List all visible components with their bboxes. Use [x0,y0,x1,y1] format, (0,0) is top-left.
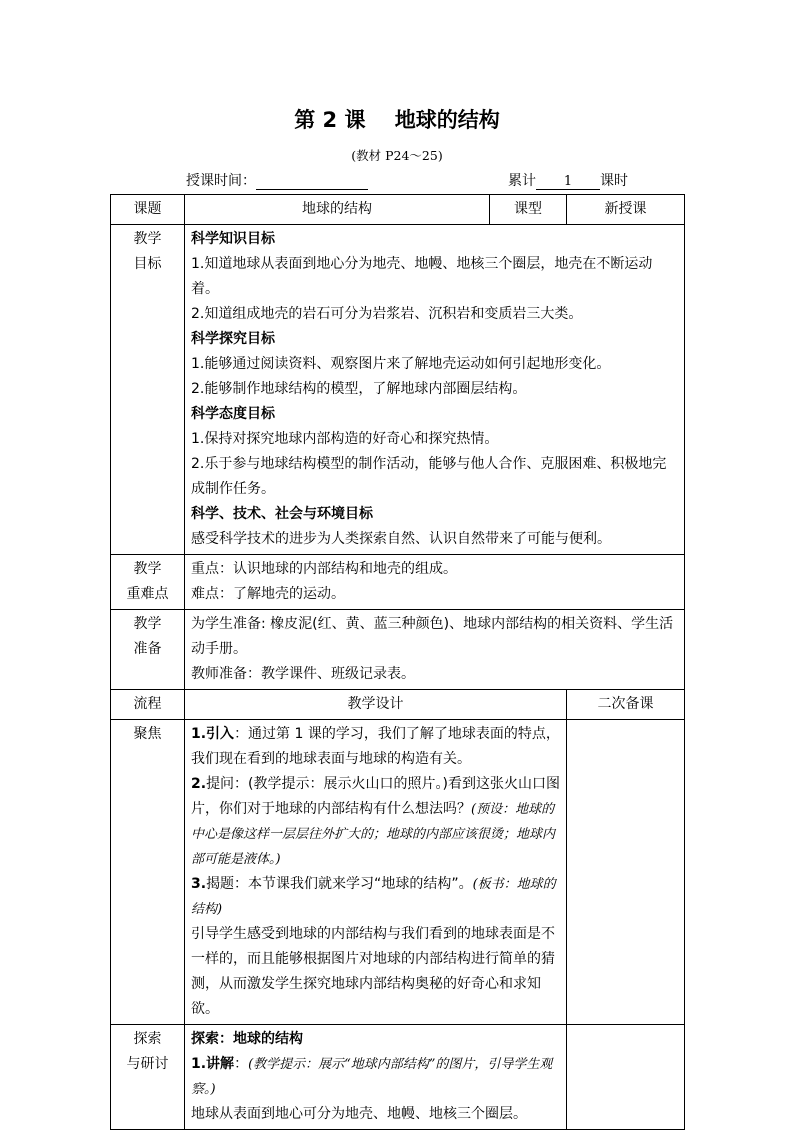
explore-second-prep [567,1025,685,1130]
topic-label: 课题 [111,195,185,225]
key-points-row [111,555,685,610]
preparation-row [111,610,685,690]
difficult-point: 难点：了解地壳的运动。 [191,586,345,602]
preparation-label-line1: 教学 [133,616,162,632]
focus-intro [191,722,560,772]
focus-question [191,772,560,872]
focus-intro-head: 1.引入 [191,726,235,742]
focus-reveal-text: 揭题：本节课我们就来学习“地球的结构”。 [206,876,473,892]
focus-row [111,720,685,1025]
key-points-label-line1: 教学 [133,561,162,577]
teacher-preparation: 教师准备：教学课件、班级记录表。 [191,666,415,682]
period-count-label: 累计 [508,173,536,189]
explore-label [111,1025,185,1130]
process-header-row [111,690,685,720]
goals-row [111,225,685,555]
lesson-title: 第 2 课 地球的结构 [294,108,500,132]
focus-label: 聚焦 [111,720,185,1025]
explore-explain-head: 1.讲解 [191,1056,235,1072]
preparation-content [185,610,685,690]
goals-label-line1: 教学 [133,231,162,247]
explore-explain [191,1052,560,1102]
key-point: 重点：认识地球的内部结构和地壳的组成。 [191,561,457,577]
explore-explain-colon: ： [234,1056,249,1072]
focus-reveal-head: 3. [191,876,207,892]
key-points-label [111,555,185,610]
goals-label-line2: 目标 [133,256,162,272]
key-points-content [185,555,685,610]
goal-heading: 科学知识目标 [191,231,275,247]
focus-summary: 引导学生感受到地球的内部结构与我们看到的地球表面是不一样的，而且能够根据图片对地球的内部结构进行简单的猜测，从而激发学生探究地球内部结构奥秘的好奇心和求知欲。 [191,926,555,1017]
goal-item: 感受科学技术的进步为人类探索自然、认识自然带来了可能与便利。 [191,531,611,547]
design-label: 教学设计 [185,690,567,720]
textbook-pages: (教材 P24～25) [351,148,443,163]
focus-reveal-note: (板书：地球的结构) [191,877,556,917]
preparation-label [111,610,185,690]
goals-label [111,225,185,555]
goal-heading: 科学态度目标 [191,406,275,422]
key-points-label-line2: 重难点 [126,586,169,602]
focus-intro-text: ：通过第 1 课的学习，我们了解了地球表面的特点，我们现在看到的地球表面与地球的构造有关。 [191,726,560,767]
goal-item: 1.知道地球从表面到地心分为地壳、地幔、地核三个圈层，地壳在不断运动着。 [191,256,653,297]
explore-row [111,1025,685,1130]
lesson-plan-table [110,194,685,1130]
explore-label-line2: 与研讨 [126,1056,169,1072]
topic-row [111,195,685,225]
focus-question-text: 提问：(教学提示：展示火山口的照片。)看到这张火山口图片，你们对于地球的内部结构有什么想法吗？ [191,776,560,817]
goal-item: 2.能够制作地球结构的模型，了解地球内部圈层结构。 [191,381,527,397]
preparation-label-line2: 准备 [133,641,162,657]
explore-label-line1: 探索 [133,1031,162,1047]
class-time-label: 授课时间： [186,173,256,189]
focus-question-head: 2. [191,776,207,792]
explore-heading: 探索：地球的结构 [191,1031,303,1047]
explore-explain-note: (教学提示：展示“地球内部结构”的图片，引导学生观察。) [191,1057,553,1097]
goal-item: 1.能够通过阅读资料、观察图片来了解地壳运动如何引起地形变化。 [191,356,611,372]
goal-heading: 科学、技术、社会与环境目标 [191,506,373,522]
class-time-blank [256,175,368,190]
period-count-unit: 课时 [600,173,628,189]
student-preparation: 为学生准备: 橡皮泥(红、黄、蓝三种颜色)、地球内部结构的相关资料、学生活动手册。 [191,616,674,657]
goal-item: 1.保持对探究地球内部构造的好奇心和探究热情。 [191,431,499,447]
goal-item: 2.乐于参与地球结构模型的制作活动，能够与他人合作、克服困难、积极地完成制作任务。 [191,456,667,497]
class-time-field [186,170,368,190]
flow-label: 流程 [111,690,185,720]
focus-reveal [191,872,560,922]
focus-question-note: (预设：地球的中心是像这样一层层往外扩大的；地球的内部应该很烫；地球内部可能是液体。) [191,802,556,867]
goal-item: 2.知道组成地壳的岩石可分为岩浆岩、沉积岩和变质岩三大类。 [191,306,583,322]
goal-heading: 科学探究目标 [191,331,275,347]
topic-value: 地球的结构 [185,195,490,225]
period-count-value: 1 [536,174,600,190]
type-value: 新授课 [567,195,685,225]
focus-second-prep [567,720,685,1025]
second-prep-label: 二次备课 [567,690,685,720]
goals-content [185,225,685,555]
explore-content [185,1025,567,1130]
type-label: 课型 [490,195,567,225]
period-count-field [508,170,628,190]
focus-content [185,720,567,1025]
explore-layers: 地球从表面到地心可分为地壳、地幔、地核三个圈层。 [191,1106,527,1122]
